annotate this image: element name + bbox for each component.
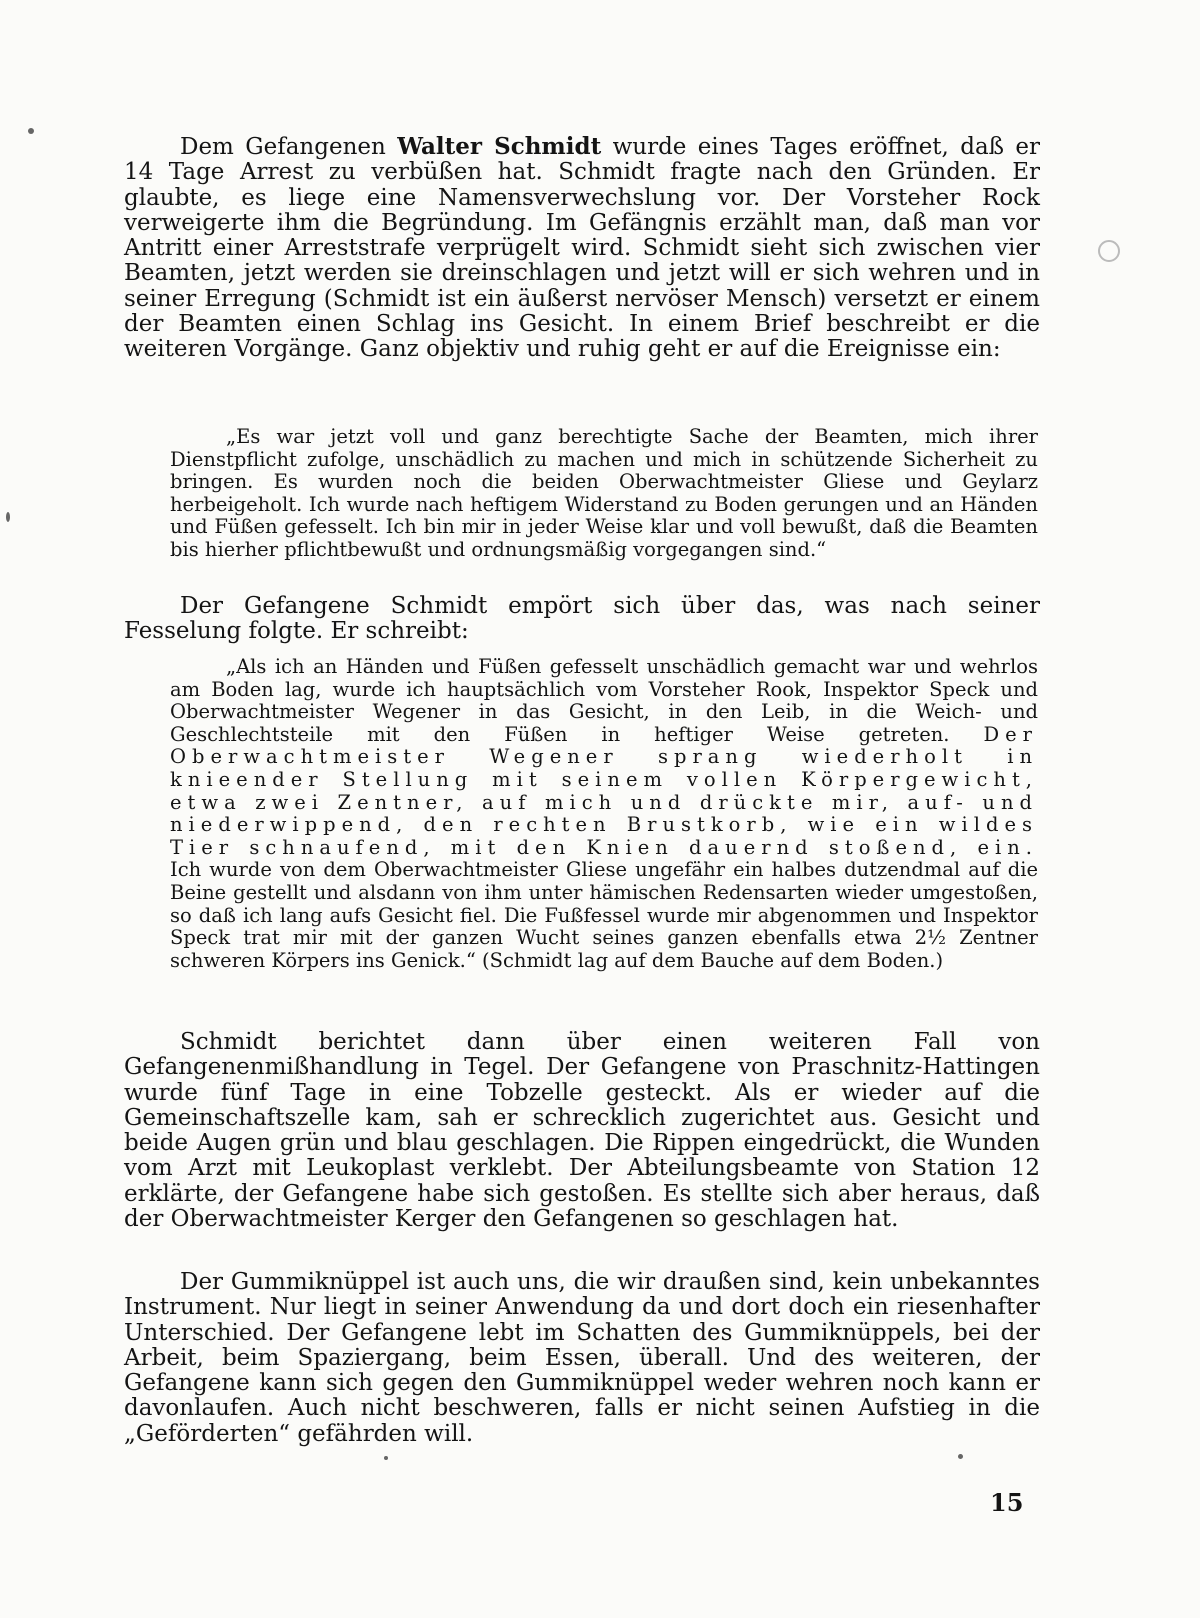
quote-1-text: „Es war jetzt voll und ganz berechtigte Sache der Beamten, mich ihrer Dienstpflicht zufolge, unschädlich zu machen und mich in schützende Sicherheit zu bringen. Es wurden noch die beiden Oberwachtmeister Gliese und Geylarz herbeigeholt. Ich wurde nach heftigem Widerstand zu Boden gerungen und an Händen und Füßen gefesselt. Ich bin mir in jeder Weise klar und voll bewußt, daß die Beamten bis hierher pflichtbewußt und ordnungsmäßig vorgegangen sind.“ [170,425,1038,561]
page-number: 15 [990,1488,1024,1517]
scan-speck [958,1454,963,1459]
scan-speck [28,128,34,134]
paragraph-1-rest: wurde eines Tages eröffnet, daß er 14 Tage Arrest zu verbüßen hat. Schmidt fragte nach den Gründen. Er glaubte, es liege eine Namensverwechslung vor. Der Vorsteher Rock verweigerte ihm die Begründung. Im Gefängnis erzählt man, daß man vor Antritt einer Arreststrafe verprügelt wird. Schmidt sieht sich zwischen vier Beamten, jetzt werden sie dreinschlagen und jetzt will er sich wehren und in seiner Erregung (Schmidt ist ein äußerst nervöser Mensch) versetzt er einem der Beamten einen Schlag ins Gesicht. In einem Brief beschreibt er die weiteren Vorgänge. Ganz objektiv und ruhig geht er auf die Ereignisse ein: [124,134,1040,363]
paragraph-4 [124,1270,1040,1447]
quote-2 [170,656,1038,972]
paragraph-1-start: Dem Gefangenen [180,134,398,160]
quote-2-spaced-text: Der Oberwachtmeister Wegener sprang wiederholt in knieender Stellung mit seinem vollen Körpergewicht, etwa zwei Zentner, auf mich und drückte mir, auf- und niederwippend, den rechten Brustkorb, wie ein wildes Tier schnaufend, mit den Knien dauernd stoßend, ein. [170,722,1038,859]
paragraph-3-text: Schmidt berichtet dann über einen weiteren Fall von Gefangenenmißhandlung in Tegel. Der Gefangene von Praschnitz-Hattingen wurde fünf Tage in eine Tobzelle gesteckt. Als er wieder auf die Gemeinschaftszelle kam, sah er schrecklich zugerichtet aus. Gesicht und beide Augen grün und blau geschlagen. Die Rippen eingedrückt, die Wunden vom Arzt mit Leukoplast verklebt. Der Abteilungsbeamte von Station 12 erklärte, der Gefangene habe sich gestoßen. Es stellte sich aber heraus, daß der Oberwachtmeister Kerger den Gefangenen so geschlagen hat. [124,1029,1040,1233]
paragraph-3 [124,1030,1040,1232]
scan-smudge [1098,240,1120,262]
paragraph-2 [124,594,1040,645]
scan-speck [6,512,10,522]
scan-speck [384,1456,388,1460]
quote-2-rest: Ich wurde von dem Oberwachtmeister Gliese ungefähr ein halbes dutzendmal auf die Beine gestellt und alsdann von ihm unter hämischen Redensarten wieder umgestoßen, so daß ich lang aufs Gesicht fiel. Die Fußfessel wurde mir abgenommen und Inspektor Speck trat mir mit der ganzen Wucht seines ganzen ebenfalls etwa 2½ Zentner schweren Körpers ins Genick.“ (Schmidt lag auf dem Bauche auf dem Boden.) [170,858,1038,972]
paragraph-2-text: Der Gefangene Schmidt empört sich über das, was nach seiner Fesselung folgte. Er schreibt: [124,593,1040,645]
prisoner-name: Walter Schmidt [397,133,602,160]
paragraph-4-text: Der Gummiknüppel ist auch uns, die wir draußen sind, kein unbekanntes Instrument. Nur liegt in seiner Anwendung da und dort doch ein riesenhafter Unterschied. Der Gefangene lebt im Schatten des Gummiknüppels, bei der Arbeit, beim Spaziergang, beim Essen, überall. Und des weiteren, der Gefangene kann sich gegen den Gummiknüppel weder wehren noch kann er davonlaufen. Auch nicht beschweren, falls er nicht seinen Aufstieg in die „Geförderten“ gefährden will. [124,1269,1040,1447]
quote-1 [170,426,1038,562]
quote-2-start: „Als ich an Händen und Füßen gefesselt unschädlich gemacht war und wehrlos am Boden lag, wurde ich hauptsächlich vom Vorsteher Rook, Inspektor Speck und Oberwachtmeister Wegener in das Gesicht, in den Leib, in die Weich- und Geschlechtsteile mit den Füßen in heftiger Weise getreten. [170,655,1038,746]
paragraph-1 [124,134,1040,363]
